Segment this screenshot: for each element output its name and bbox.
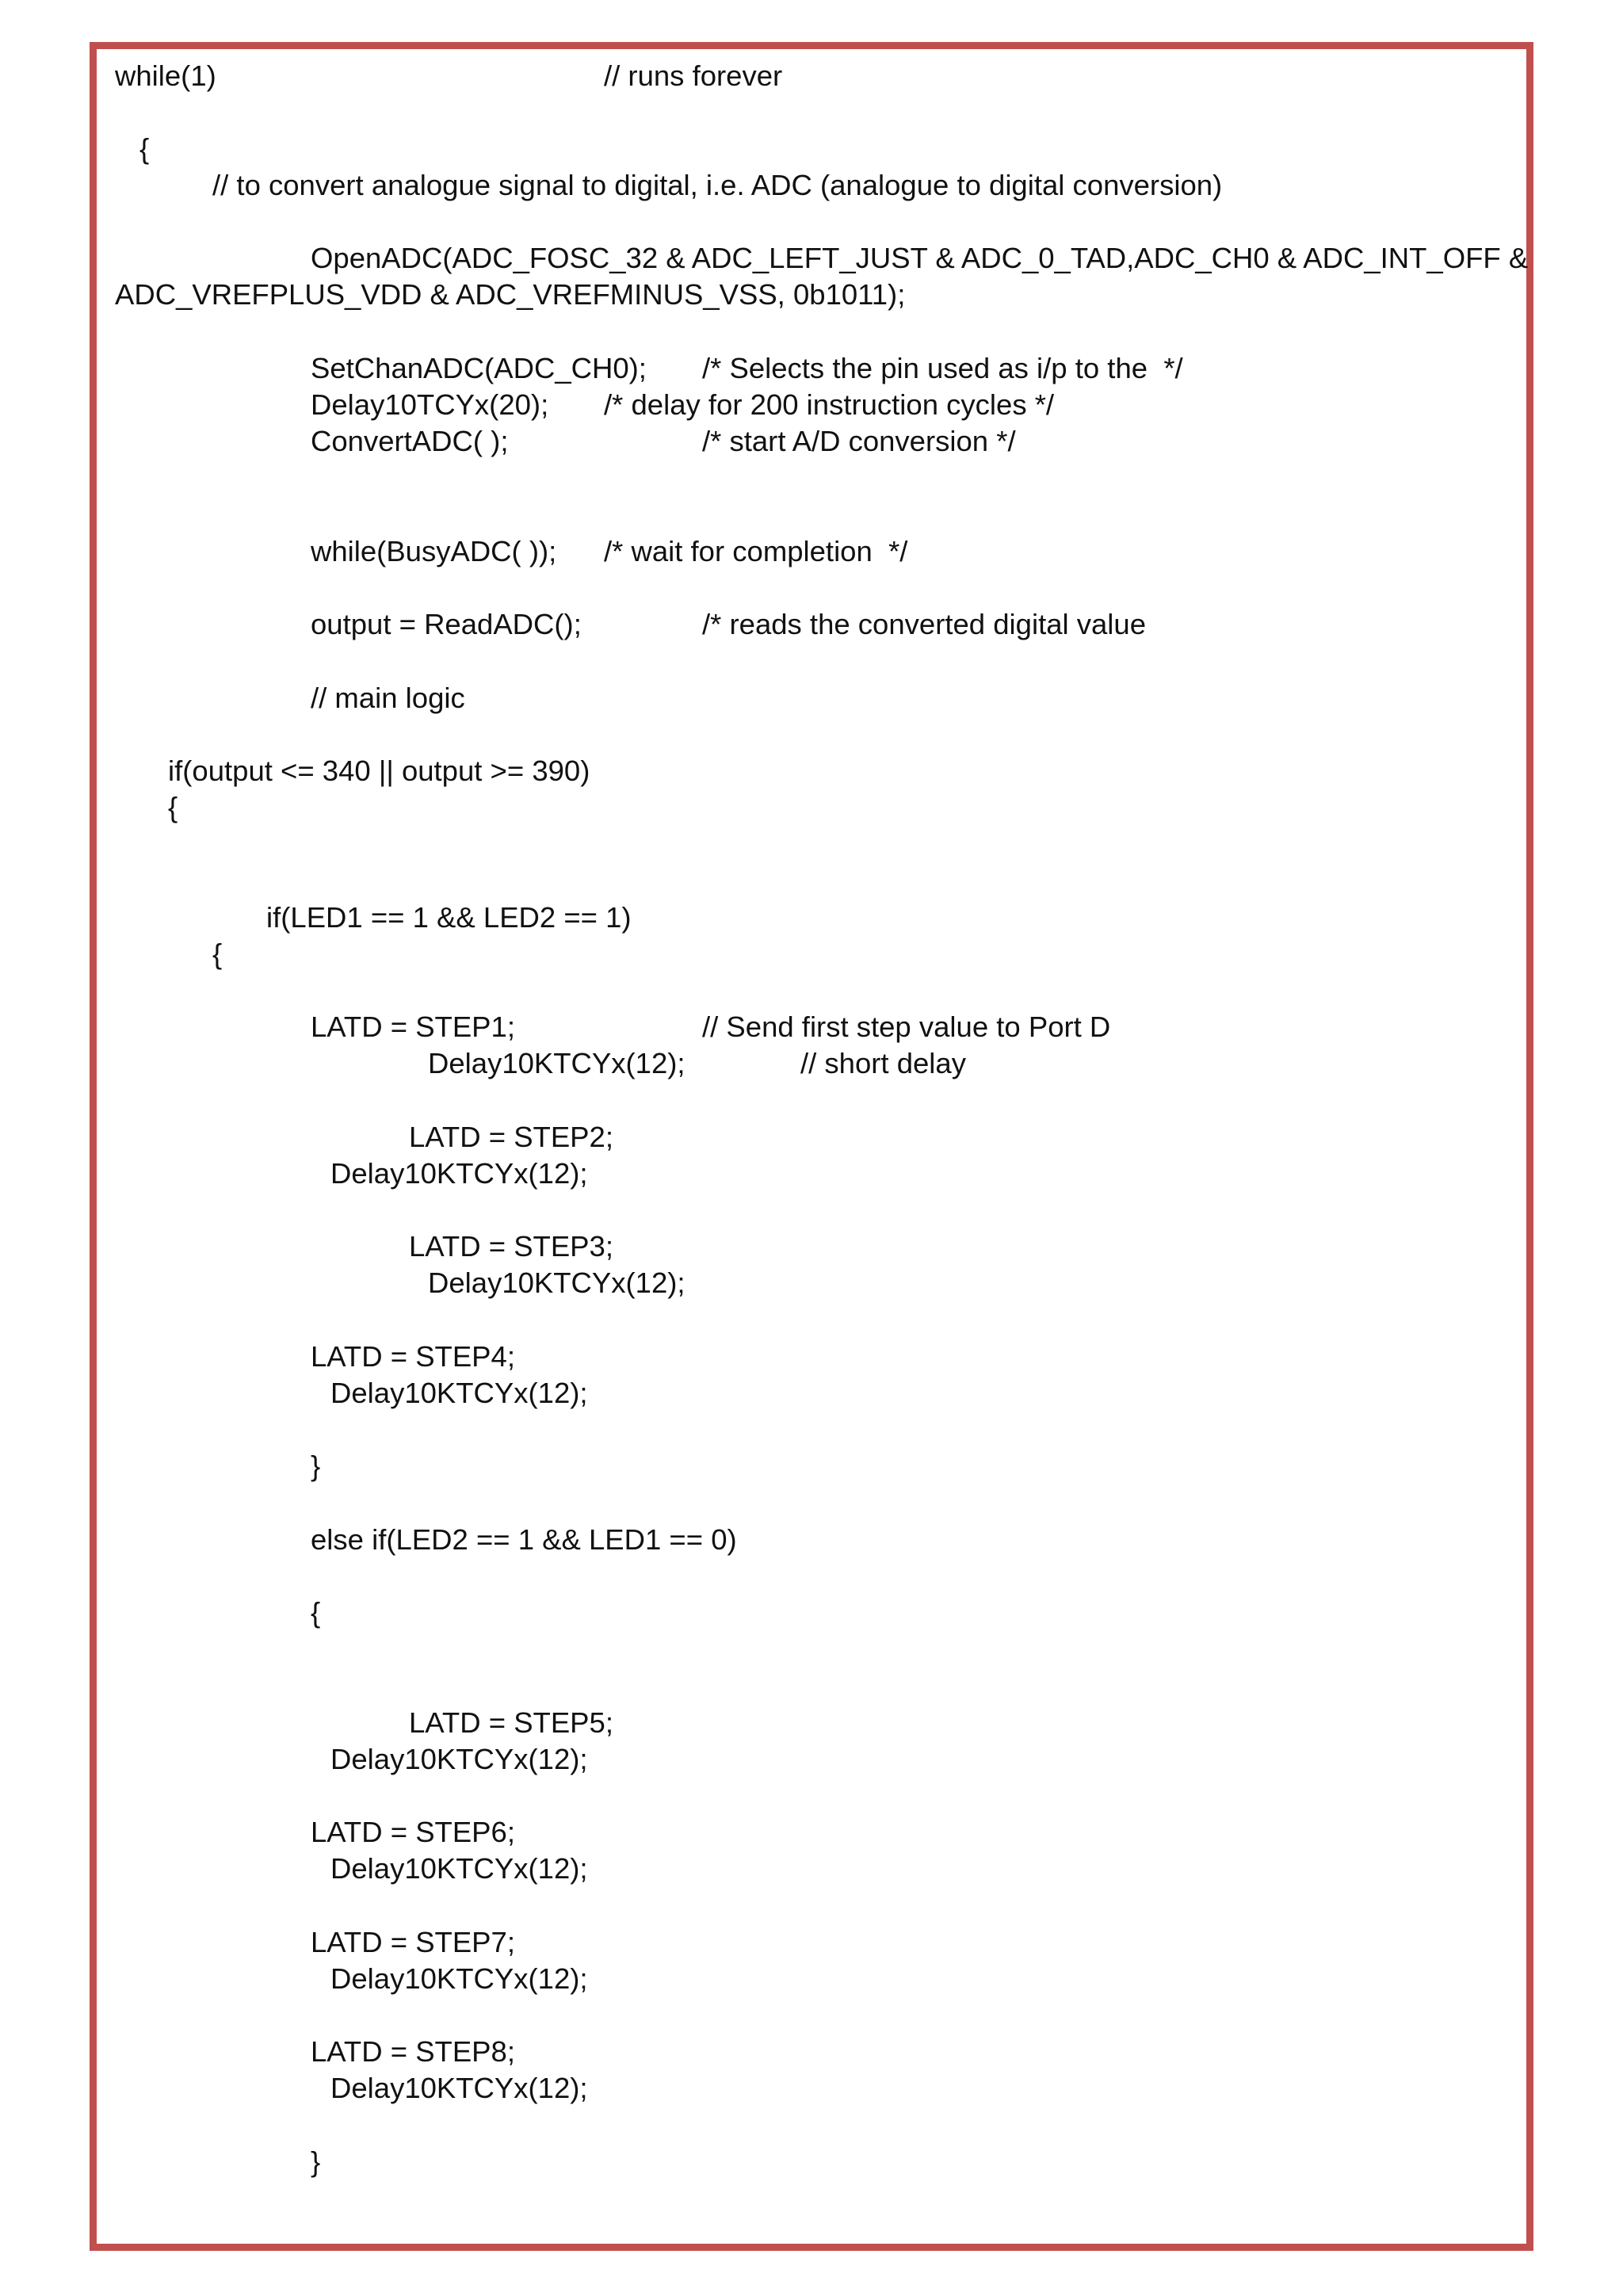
code-line: Delay10KTCYx(12); [330, 1962, 588, 1995]
code-line: { [212, 938, 223, 970]
code-line: output = ReadADC(); [311, 608, 582, 640]
code-line: LATD = STEP3; [409, 1230, 613, 1263]
code-line: Delay10KTCYx(12); [428, 1266, 685, 1299]
code-line: LATD = STEP6; [311, 1816, 515, 1848]
code-line: Delay10KTCYx(12); [330, 1743, 588, 1775]
code-comment: // runs forever [604, 59, 783, 92]
code-line: } [311, 2145, 321, 2178]
code-comment: // Send first step value to Port D [702, 1010, 1111, 1043]
code-line: LATD = STEP5; [409, 1706, 613, 1739]
code-line: } [311, 1450, 321, 1482]
code-line: Delay10KTCYx(12); [330, 1852, 588, 1885]
code-line: Delay10KTCYx(12); [330, 1377, 588, 1409]
code-line: LATD = STEP8; [311, 2035, 515, 2068]
code-line: Delay10TCYx(20); [311, 388, 549, 421]
code-comment: /* reads the converted digital value [702, 608, 1147, 640]
code-comment: // to convert analogue signal to digital, i.e. ADC (analogue to digital conversion) [212, 169, 1223, 201]
code-comment: /* Selects the pin used as i/p to the */ [702, 352, 1183, 384]
code-line: LATD = STEP4; [311, 1340, 515, 1373]
code-line: { [168, 791, 178, 823]
code-comment: // short delay [800, 1047, 966, 1079]
code-line: while(1) [115, 59, 216, 92]
code-line: else if(LED2 == 1 && LED1 == 0) [311, 1523, 737, 1556]
code-line: while(BusyADC( )); [311, 535, 557, 567]
code-line: Delay10KTCYx(12); [330, 2072, 588, 2104]
code-line: if(output <= 340 || output >= 390) [168, 755, 590, 787]
code-line: ConvertADC( ); [311, 425, 509, 457]
code-line: { [139, 132, 150, 165]
code-line: Delay10KTCYx(12); [428, 1047, 685, 1079]
code-line: SetChanADC(ADC_CH0); [311, 352, 647, 384]
code-line: ADC_VREFPLUS_VDD & ADC_VREFMINUS_VSS, 0b1011); [115, 278, 906, 311]
code-line: LATD = STEP2; [409, 1121, 613, 1153]
code-comment: /* delay for 200 instruction cycles */ [604, 388, 1055, 421]
code-comment: // main logic [311, 682, 465, 714]
code-line: if(LED1 == 1 && LED2 == 1) [266, 901, 632, 934]
code-line: LATD = STEP7; [311, 1926, 515, 1958]
code-comment: /* start A/D conversion */ [702, 425, 1016, 457]
code-line: { [311, 1596, 321, 1629]
code-line: Delay10KTCYx(12); [330, 1157, 588, 1190]
code-line: OpenADC(ADC_FOSC_32 & ADC_LEFT_JUST & ADC_0_TAD,ADC_CH0 & ADC_INT_OFF & [311, 242, 1529, 274]
code-comment: /* wait for completion */ [604, 535, 908, 567]
code-line: LATD = STEP1; [311, 1010, 515, 1043]
